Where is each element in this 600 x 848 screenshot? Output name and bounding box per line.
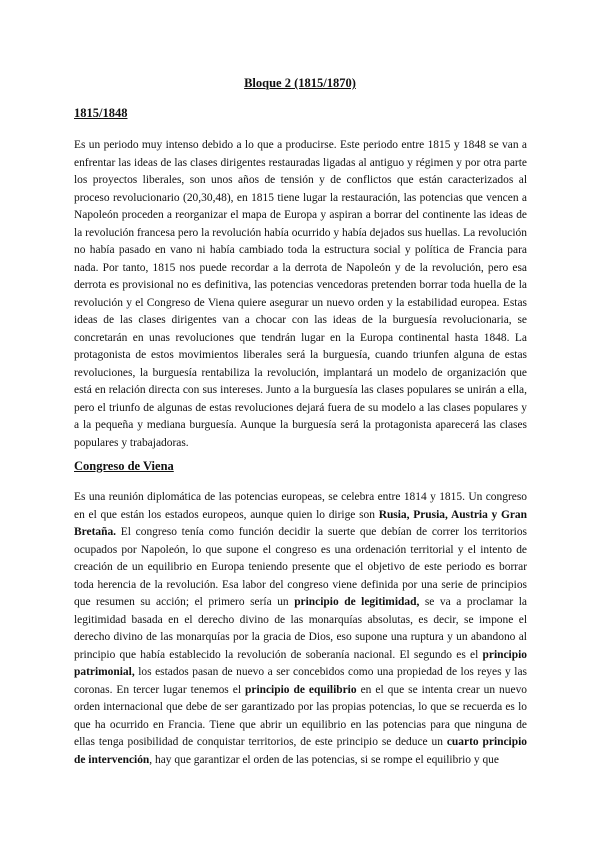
bold-text-run: principio de legitimidad,	[294, 596, 420, 608]
text-run: en el que se intenta crear un nuevo orden internacional que debe de ser garantizado por las propias potencias, lo que se recuerda es lo que ha ocurrido en Francia. Tiene que abrir un equilibrio en las potencias para que ninguna de ellas tenga posibilidad de conquistar territorios, de este principio se deduce un	[74, 683, 528, 748]
section-paragraph-congreso-de-viena	[74, 489, 527, 769]
text-run: los estados pasan de nuevo a ser concebidos como una propiedad de los reyes y las coronas. En tercer lugar tenemos el	[74, 666, 527, 696]
bold-text-run: Rusia, Prusia, Austria y Gran Bretaña.	[74, 508, 527, 538]
text-run: El congreso tenía como función decidir la suerte que debían de correr los territorios ocupados por Napoleón, lo que supone el congreso es una ordenación territorial y el intento de creación de un equilibrio en Europa teniendo presente que el objetivo de este periodo es borrar toda herencia de la revolución. Esa labor del congreso viene definida por una serie de principios que resumen su acción; el primero sería un	[74, 526, 527, 608]
section-heading-1815-1848: 1815/1848	[74, 106, 128, 120]
text-run: Es un periodo muy intenso debido a lo que a producirse. Este periodo entre 1815 y 1848 se van a enfrentar las ideas de las clases dirigentes restauradas ligadas al antiguo y régimen y por otra parte los proyectos liberales, son unos años de tensión y de conflictos que están caracterizados al proceso revolucionario (20,30,48), en 1815 tiene lugar la restauración, las potencias que vencen a Napoleón proceden a reorganizar el mapa de Europa y aspiran a borrar del continente las ideas de la revolución francesa pero la revolución había ocurrido y había dejados sus huellas. La revolución no había pasado en vano ni había cambiado toda la estructura social y política de Francia para nada. Por tanto, 1815 nos puede recordar a la derrota de Napoleón y de la revolución, pero esa derrota es provisional no es definitiva, las potencias vencedoras pretenden borrar toda huella de la revolución y el Congreso de Viena quiere asegurar un nuevo orden y la estabilidad europea. Estas ideas de las clases dirigentes van a chocar con las ideas de la burguesía revolucionaria, se concretarán en unas revoluciones que tendrán lugar en la Europa continental hasta 1848. La protagonista de estos movimientos liberales será la burguesía, cuando triunfen alguna de estas revoluciones, la burguesía rentabiliza la revolución, implantará un modelo de organización que está en relación directa con sus intereses. Junto a la burguesía las clases populares se unirán a ella, pero el triunfo de algunas de estas revoluciones dejará fuera de su modelo a las clases populares y a la pequeña y mediana burguesía. Aunque la burguesía será la protagonista aparecerá las clases populares y trabajadoras.	[74, 139, 527, 449]
section-paragraph-1815-1848	[74, 137, 527, 452]
section-heading-congreso-de-viena: Congreso de Viena	[74, 459, 174, 473]
text-run: Es una reunión diplomática de las potencias europeas, se celebra entre 1814 y 1815. Un congreso en el que están los estados europeos, aunque quien lo dirige son	[74, 491, 527, 521]
text-run: , hay que garantizar el orden de las potencias, si se rompe el equilibrio y que	[149, 753, 499, 766]
bold-text-run: principio de equilibrio	[245, 683, 357, 696]
text-run: se va a proclamar la legitimidad basada en el derecho divino de las monarquías absolutas, es decir, se impone el derecho divino de las monarquías por la gracia de Dios, eso supone una ruptura y un abandono al principio que había establecido la revolución de soberanía nacional. El segundo es el	[74, 596, 527, 661]
bold-text-run: cuarto principio de intervención	[74, 736, 527, 766]
bold-text-run: principio patrimonial,	[74, 648, 527, 678]
document-title: Bloque 2 (1815/1870)	[244, 76, 356, 90]
